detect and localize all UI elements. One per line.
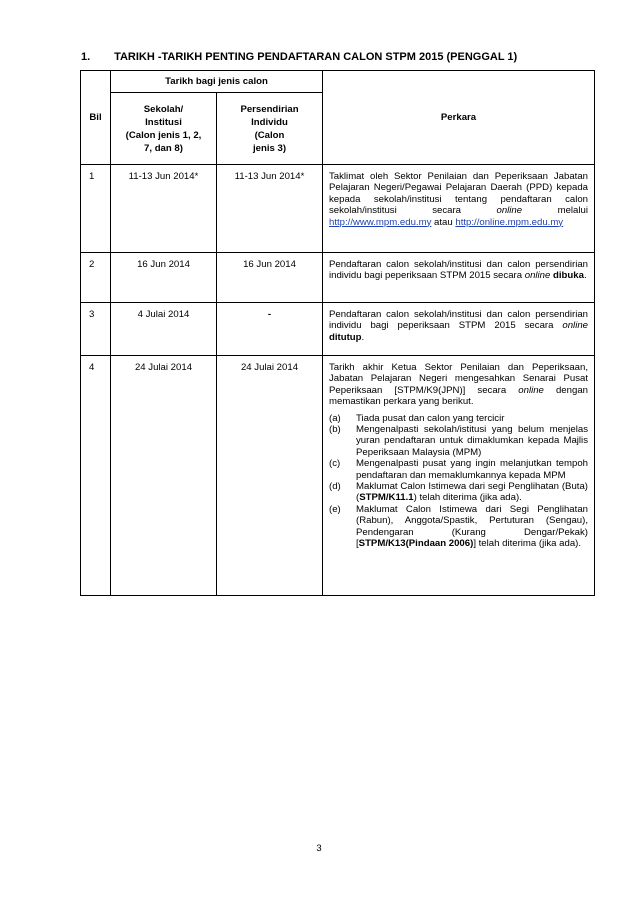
row-perkara [323, 165, 595, 253]
row-date-persendirian: 16 Jun 2014 [217, 253, 323, 303]
text-segment-italic: online [496, 205, 523, 217]
text-segment: . [583, 270, 587, 282]
text-segment: Pendaftaran calon sekolah/institusi dan calon persendirian individu bagi peperiksaan STPM 2015 secara [329, 309, 588, 332]
header-perkara: Perkara [323, 71, 595, 165]
row-bil: 4 [81, 356, 111, 596]
table-row [81, 165, 595, 253]
header-sekolah-line: 7, dan 8) [144, 142, 183, 154]
list-item [329, 458, 588, 481]
row-date-sekolah: 24 Julai 2014 [111, 356, 217, 596]
text-segment-bold: STPM/K13(Pindaan 2006) [358, 538, 474, 550]
table-row [81, 356, 595, 596]
text-segment-bold: dibuka [553, 270, 584, 282]
section-number: 1. [81, 51, 91, 63]
row-date-persendirian: 24 Julai 2014 [217, 356, 323, 596]
mpm-website-link[interactable]: http://www.mpm.edu.my [329, 216, 432, 228]
header-persendirian-line: (Calon [254, 129, 285, 141]
table-row [81, 253, 595, 303]
registration-dates-table [80, 70, 595, 596]
list-item-text [356, 481, 588, 504]
text-segment: dengan memastikan perkara yang berikut. [329, 384, 588, 408]
text-segment: Maklumat Calon Istimewa dari Segi Penglihatan (Rabun), Anggota/Spastik, Pertuturan (Sengau), Pendengaran (Kurang Dengar/Pekak) [ [356, 503, 588, 550]
header-persendirian-line: jenis 3) [252, 142, 287, 154]
row-perkara-text [329, 309, 588, 343]
row-perkara-text [329, 362, 588, 408]
header-sekolah [111, 93, 217, 165]
text-segment-bold: STPM/K11.1 [359, 492, 414, 504]
text-segment: Taklimat oleh Sektor Penilaian dan Peperiksaan Jabatan Pelajaran Negeri/Pegawai Pelajaran Daerah (PPD) kepada kepada sekolah/institusi tentang pendaftaran calon sekolah/institusi secara [329, 171, 588, 217]
text-segment: Tarikh akhir Ketua Sektor Penilaian dan Peperiksaan, Jabatan Pelajaran Negeri mengesahkan Senarai Pusat Peperiksaan [STPM/K9(JPN)] secara [329, 362, 588, 396]
header-sekolah-line: Institusi [145, 116, 182, 128]
page-number: 3 [316, 843, 322, 854]
text-segment: Maklumat Calon Istimewa dari segi Penglihatan (Buta) ( [356, 481, 588, 504]
text-segment-bold: ditutup [329, 331, 362, 343]
table-row [81, 303, 595, 356]
list-item-text [356, 504, 588, 550]
row-perkara [323, 356, 595, 596]
header-date-group: Tarikh bagi jenis calon [111, 71, 323, 93]
text-segment-italic: online [562, 320, 588, 332]
header-persendirian-line: Individu [251, 116, 288, 128]
text-segment: . [361, 331, 365, 343]
list-item-label: (a) [329, 412, 341, 424]
text-segment-italic: online [524, 270, 551, 282]
header-bil: Bil [81, 71, 111, 165]
section-title: TARIKH -TARIKH PENTING PENDAFTARAN CALON STPM 2015 (PENGGAL 1) [114, 51, 518, 63]
row-date-sekolah: 16 Jun 2014 [111, 253, 217, 303]
list-item-text: Mengenalpasti pusat yang ingin melanjutkan tempoh pendaftaran dan memaklumkannya kepada MPM [356, 458, 588, 481]
text-segment: atau [431, 216, 456, 228]
text-segment: ) telah diterima (jika ada). [413, 492, 522, 504]
section-heading [81, 51, 601, 63]
list-item [329, 504, 588, 550]
list-item-text: Mengenalpasti sekolah/istitusi yang belum menjelas yuran pendaftaran untuk dimaklumkan kepada Majlis Peperiksaan Malaysia (MPM) [356, 424, 588, 458]
row-perkara [323, 253, 595, 303]
list-item-label: (d) [329, 481, 341, 493]
checklist [329, 413, 588, 550]
row-perkara [323, 303, 595, 356]
row-bil: 3 [81, 303, 111, 356]
row-date-persendirian: 11-13 Jun 2014* [217, 165, 323, 253]
row-perkara-text [329, 171, 588, 228]
list-item-label: (e) [329, 503, 341, 515]
row-date-persendirian: - [217, 303, 323, 356]
list-item [329, 424, 588, 458]
text-segment: melalui [522, 205, 588, 217]
header-persendirian [217, 93, 323, 165]
header-sekolah-line: (Calon jenis 1, 2, [125, 129, 202, 141]
list-item-label: (c) [329, 458, 341, 470]
row-perkara-text [329, 259, 588, 282]
row-bil: 1 [81, 165, 111, 253]
row-date-sekolah: 11-13 Jun 2014* [111, 165, 217, 253]
row-bil: 2 [81, 253, 111, 303]
row-date-sekolah: 4 Julai 2014 [111, 303, 217, 356]
header-persendirian-line: Persendirian [240, 103, 299, 115]
mpm-online-link[interactable]: http://online.mpm.edu.my [455, 216, 564, 228]
text-segment: Pendaftaran calon sekolah/institusi dan calon persendirian individu bagi peperiksaan STPM 2015 secara [329, 259, 588, 282]
header-sekolah-line: Sekolah/ [143, 103, 184, 115]
list-item-text: Tiada pusat dan calon yang tercicir [356, 412, 505, 424]
list-item [329, 413, 588, 424]
list-item-label: (b) [329, 424, 341, 436]
text-segment-italic: online [518, 384, 544, 396]
list-item [329, 481, 588, 504]
text-segment: ] telah diterima (jika ada). [473, 538, 582, 550]
